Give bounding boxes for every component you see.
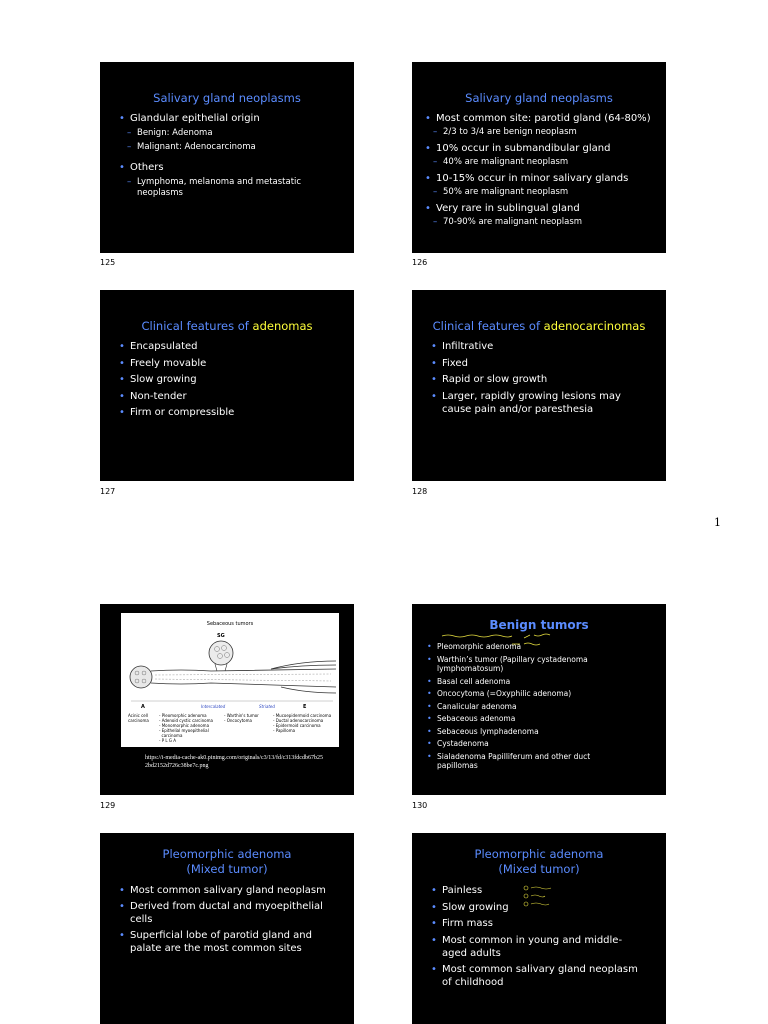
slide-title	[100, 319, 354, 334]
list-item: • 10% occur in submandibular gland	[425, 142, 660, 155]
list-item: • Non-tender	[119, 390, 339, 403]
list-item: • Painless	[431, 884, 641, 897]
slide-title: Salivary gland neoplasms	[465, 91, 613, 105]
list-item: • Pleomorphic adenoma	[427, 642, 607, 652]
salivary-duct-diagram	[121, 613, 339, 747]
list-item: – 70-90% are malignant neoplasm	[425, 217, 660, 228]
list-item: • Most common site: parotid gland (64-80%)	[425, 112, 660, 125]
figure-col-s: - Warthin's tumor - Oncocytoma	[224, 713, 259, 723]
figure-label-sg: SG	[217, 633, 225, 639]
list-item: • Warthin’s tumor (Papillary cystadenoma lymphomatosum)	[427, 655, 607, 674]
list-item: • Sebaceous adenoma	[427, 714, 607, 724]
slide-125	[100, 62, 354, 253]
slide-title: Pleomorphic adenoma	[162, 847, 292, 861]
list-item: • Others	[119, 161, 344, 174]
slide-number: 125	[100, 258, 116, 267]
list-item: • Firm mass	[431, 917, 641, 930]
list-item: • Infiltrative	[431, 340, 636, 353]
list-item: • Rapid or slow growth	[431, 373, 636, 386]
list-item: • Slow growing	[431, 901, 641, 914]
figure-label-b: Intercalated	[201, 704, 226, 709]
title-highlight: adenomas	[252, 319, 313, 333]
slide-128	[412, 290, 666, 481]
figure-label-e: E	[303, 704, 307, 710]
bullet-list	[427, 642, 607, 771]
list-item: • Firm or compressible	[119, 406, 339, 419]
slide-127	[100, 290, 354, 481]
figure-col-e: - Mucoepidermoid carcinoma - Ductal adenocarcinoma - Epidermoid carcinoma - Papilloma	[273, 713, 332, 733]
list-item: – 50% are malignant neoplasm	[425, 187, 660, 198]
slide-number: 129	[100, 801, 116, 810]
bullet-list	[425, 112, 660, 228]
list-item: • Most common in young and middle-aged adults	[431, 934, 641, 960]
list-item: • Sebaceous lymphadenoma	[427, 727, 607, 737]
list-item: • Oncocytoma (=Oxyphilic adenoma)	[427, 689, 607, 699]
slide-132	[412, 833, 666, 1024]
list-item: • Most common salivary gland neoplasm of childhood	[431, 963, 641, 989]
list-item: • Superficial lobe of parotid gland and palate are the most common sites	[119, 929, 334, 955]
list-item: – Lymphoma, melanoma and metastatic neoplasms	[119, 177, 319, 199]
figure-col-b: - Pleomorphic adenoma - Adenoid cystic carcinoma - Monomorphic adenoma - Epithelial myoepithelial carcinoma - P L G A	[159, 713, 213, 743]
list-item: • Freely movable	[119, 357, 339, 370]
bullet-list	[119, 340, 339, 419]
slide-126	[412, 62, 666, 253]
bullet-list	[431, 884, 641, 989]
list-item: • Larger, rapidly growing lesions may cause pain and/or paresthesia	[431, 390, 636, 416]
image-source-url: https://i-media-cache-ak0.pinimg.com/originals/c3/13/fd/c313fdcdb67b252bd2152d726c38be7c.png	[145, 755, 323, 769]
list-item: • Cystadenoma	[427, 739, 607, 749]
bullet-list	[119, 112, 344, 199]
slide-number: 128	[412, 487, 428, 496]
slide-subtitle: (Mixed tumor)	[186, 862, 268, 876]
slide-number: 127	[100, 487, 116, 496]
title-prefix: Clinical features of	[141, 319, 253, 333]
title-highlight: adenocarcinomas	[543, 319, 646, 333]
slide-129	[100, 604, 354, 795]
list-item: • 10-15% occur in minor salivary glands	[425, 172, 660, 185]
list-item: – 2/3 to 3/4 are benign neoplasm	[425, 127, 660, 138]
list-item: • Sialadenoma Papilliferum and other duct papillomas	[427, 752, 607, 771]
slide-subtitle: (Mixed tumor)	[498, 862, 580, 876]
list-item: • Fixed	[431, 357, 636, 370]
figure-label-s: Striated	[259, 704, 275, 709]
figure-label-a: A	[141, 704, 145, 710]
slide-number: 126	[412, 258, 428, 267]
slide-title: Pleomorphic adenoma	[474, 847, 604, 861]
list-item: • Basal cell adenoma	[427, 677, 607, 687]
list-item: • Canalicular adenoma	[427, 702, 607, 712]
figure-title: Sebaceous tumors	[206, 621, 254, 627]
page-number: 1	[714, 516, 721, 529]
title-prefix: Clinical features of	[432, 319, 544, 333]
slide-title: Salivary gland neoplasms	[153, 91, 301, 105]
slide-number: 130	[412, 801, 428, 810]
list-item: – 40% are malignant neoplasm	[425, 157, 660, 168]
list-item: • Derived from ductal and myoepithelial cells	[119, 900, 334, 926]
list-item: – Benign: Adenoma	[119, 128, 344, 139]
slide-131	[100, 833, 354, 1024]
bullet-list	[119, 884, 334, 955]
list-item: • Slow growing	[119, 373, 339, 386]
list-item: • Very rare in sublingual gland	[425, 202, 660, 215]
list-item: • Encapsulated	[119, 340, 339, 353]
list-item: – Malignant: Adenocarcinoma	[119, 142, 344, 153]
slide-title	[412, 319, 666, 334]
bullet-list	[431, 340, 636, 416]
list-item: • Most common salivary gland neoplasm	[119, 884, 334, 897]
slide-title: Benign tumors	[489, 618, 589, 632]
slide-130	[412, 604, 666, 795]
list-item: • Glandular epithelial origin	[119, 112, 344, 125]
figure-col-a: Acinic cell carcinoma	[128, 713, 149, 723]
